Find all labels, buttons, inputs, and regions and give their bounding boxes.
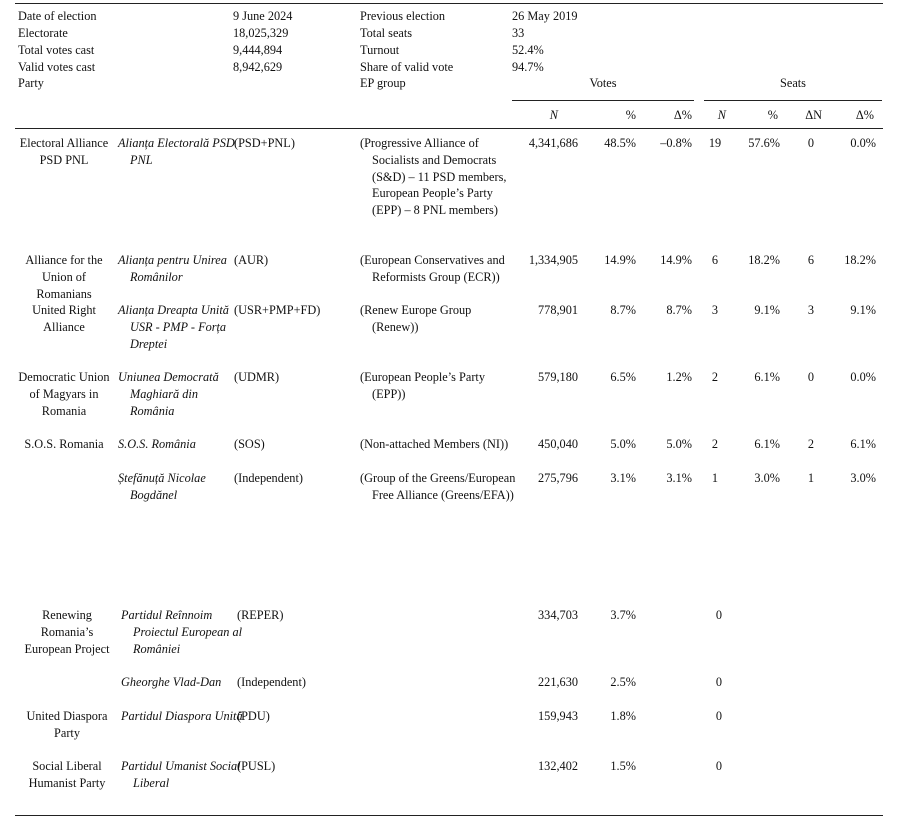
turnout-label: Turnout [360,43,400,57]
votes-delta-cell: –0.8% [660,136,692,150]
date-of-election-value: 9 June 2024 [233,9,293,23]
seats-dn-cell: 0 [807,370,815,384]
ep-group-header: EP group [360,76,406,90]
votes-cell: 778,901 [538,303,578,317]
votes-delta-cell: 8.7% [666,303,692,317]
top-rule [15,3,883,4]
seats-dpct-cell: 9.1% [850,303,876,317]
seats-cell: 1 [711,471,719,485]
votes-cell: 132,402 [538,759,578,773]
abbreviation-cell: (UDMR) [234,370,280,384]
votes-pct-cell: 1.5% [610,759,636,773]
abbreviation-cell: (PSD+PNL) [234,136,295,150]
seats-cell: 19 [708,136,722,150]
electorate-value: 18,025,329 [233,26,289,40]
share-valid-label: Share of valid vote [360,60,454,74]
native-name-cell: Alianța Electorală PSD PNL [118,136,235,167]
date-of-election-label: Date of election [18,9,97,23]
seats-dpct-cell: 0.0% [850,370,876,384]
ep-group-cell: (Renew Europe Group (Renew)) [360,303,472,334]
abbreviation-cell: (AUR) [234,253,269,267]
seats-pct-cell: 3.0% [754,471,780,485]
seats-cell: 2 [711,370,719,384]
abbreviation-cell: (USR+PMP+FD) [234,303,321,317]
votes-pct-header: % [625,108,636,122]
turnout-value: 52.4% [512,43,544,57]
abbreviation-cell: (PDU) [237,709,270,723]
native-name-cell: Partidul Reînnoim Proiectul European al României [121,608,243,656]
abbreviation-cell: (Independent) [234,471,303,485]
seats-cell: 0 [715,675,723,689]
abbreviation-cell: (PUSL) [237,759,276,773]
bottom-rule [15,815,883,816]
valid-votes-label: Valid votes cast [18,60,96,74]
votes-group-rule [512,100,694,101]
seats-cell: 3 [711,303,719,317]
votes-pct-cell: 3.7% [610,608,636,622]
native-name-cell: Gheorghe Vlad-Dan [121,675,222,689]
votes-delta-cell: 5.0% [666,437,692,451]
votes-cell: 275,796 [538,471,578,485]
votes-pct-cell: 14.9% [604,253,636,267]
votes-cell: 450,040 [538,437,578,451]
party-cell: Electoral Alliance PSD PNL [19,136,109,167]
seats-cell: 2 [711,437,719,451]
party-cell: Social Liberal Humanist Party [28,759,106,790]
ep-group-cell: (Group of the Greens/European Free Alliance (Greens/EFA)) [360,471,516,502]
seats-dn-cell: 2 [807,437,815,451]
header-rule [15,128,883,129]
previous-election-value: 26 May 2019 [512,9,578,23]
votes-cell: 334,703 [538,608,578,622]
seats-pct-cell: 6.1% [754,370,780,384]
total-votes-label: Total votes cast [18,43,95,57]
seats-n-header: N [717,108,726,122]
votes-cell: 159,943 [538,709,578,723]
seats-dn-header: ΔN [805,108,822,122]
seats-dpct-cell: 6.1% [850,437,876,451]
votes-cell: 579,180 [538,370,578,384]
seats-dn-cell: 1 [807,471,815,485]
votes-pct-cell: 2.5% [610,675,636,689]
native-name-cell: S.O.S. România [118,437,196,451]
share-valid-value: 94.7% [512,60,544,74]
votes-pct-cell: 48.5% [604,136,636,150]
seats-pct-header: % [767,108,778,122]
votes-pct-cell: 1.8% [610,709,636,723]
native-name-cell: Partidul Umanist Social Liberal [121,759,241,790]
seats-dpct-cell: 3.0% [850,471,876,485]
seats-group-rule [704,100,882,101]
party-cell: Renewing Romania’s European Project [24,608,110,656]
seats-dn-cell: 3 [807,303,815,317]
votes-pct-cell: 5.0% [610,437,636,451]
seats-dpct-header: Δ% [855,108,874,122]
seats-cell: 0 [715,709,723,723]
seats-pct-cell: 57.6% [748,136,780,150]
abbreviation-cell: (SOS) [234,437,265,451]
native-name-cell: Alianța pentru Unirea Românilor [118,253,227,284]
ep-group-cell: (European People’s Party (EPP)) [360,370,485,401]
seats-dpct-cell: 18.2% [844,253,876,267]
seats-header: Seats [780,76,806,90]
native-name-cell: Uniunea Democrată Maghiară din România [118,370,219,418]
party-cell: United Diaspora Party [26,709,108,740]
valid-votes-value: 8,942,629 [233,60,283,74]
votes-n-header: N [549,108,558,122]
seats-dn-cell: 0 [807,136,815,150]
previous-election-label: Previous election [360,9,446,23]
seats-pct-cell: 6.1% [754,437,780,451]
abbreviation-cell: (Independent) [237,675,306,689]
seats-dpct-cell: 0.0% [850,136,876,150]
seats-dn-cell: 6 [807,253,815,267]
seats-cell: 0 [715,759,723,773]
native-name-cell: Ștefănuță Nicolae Bogdănel [118,471,206,502]
total-seats-label: Total seats [360,26,413,40]
party-cell: United Right Alliance [32,303,96,334]
seats-pct-cell: 9.1% [754,303,780,317]
votes-header: Votes [589,76,617,90]
votes-delta-cell: 14.9% [660,253,692,267]
votes-dpct-header: Δ% [673,108,692,122]
seats-pct-cell: 18.2% [748,253,780,267]
votes-cell: 1,334,905 [528,253,578,267]
electorate-label: Electorate [18,26,68,40]
party-header: Party [18,76,44,90]
votes-delta-cell: 1.2% [666,370,692,384]
ep-group-cell: (Non-attached Members (NI)) [360,437,509,451]
votes-cell: 4,341,686 [528,136,578,150]
party-cell: Alliance for the Union of Romanians [25,253,103,301]
votes-pct-cell: 3.1% [610,471,636,485]
ep-group-cell: (European Conservatives and Reformists Group (ECR)) [360,253,505,284]
votes-delta-cell: 3.1% [666,471,692,485]
seats-cell: 6 [711,253,719,267]
total-votes-value: 9,444,894 [233,43,283,57]
votes-pct-cell: 6.5% [610,370,636,384]
ep-group-cell: (Progressive Alliance of Socialists and Democrats (S&D) – 11 PSD members, European People’s Party (EPP) – 8 PNL members) [360,136,507,218]
native-name-cell: Alianța Dreapta Unită USR - PMP - Forța Dreptei [118,303,229,351]
party-cell: Democratic Union of Magyars in Romania [18,370,110,418]
party-cell: S.O.S. Romania [24,437,104,451]
native-name-cell: Partidul Diaspora Unită [121,709,243,723]
seats-cell: 0 [715,608,723,622]
votes-pct-cell: 8.7% [610,303,636,317]
total-seats-value: 33 [512,26,525,40]
votes-cell: 221,630 [538,675,578,689]
abbreviation-cell: (REPER) [237,608,284,622]
